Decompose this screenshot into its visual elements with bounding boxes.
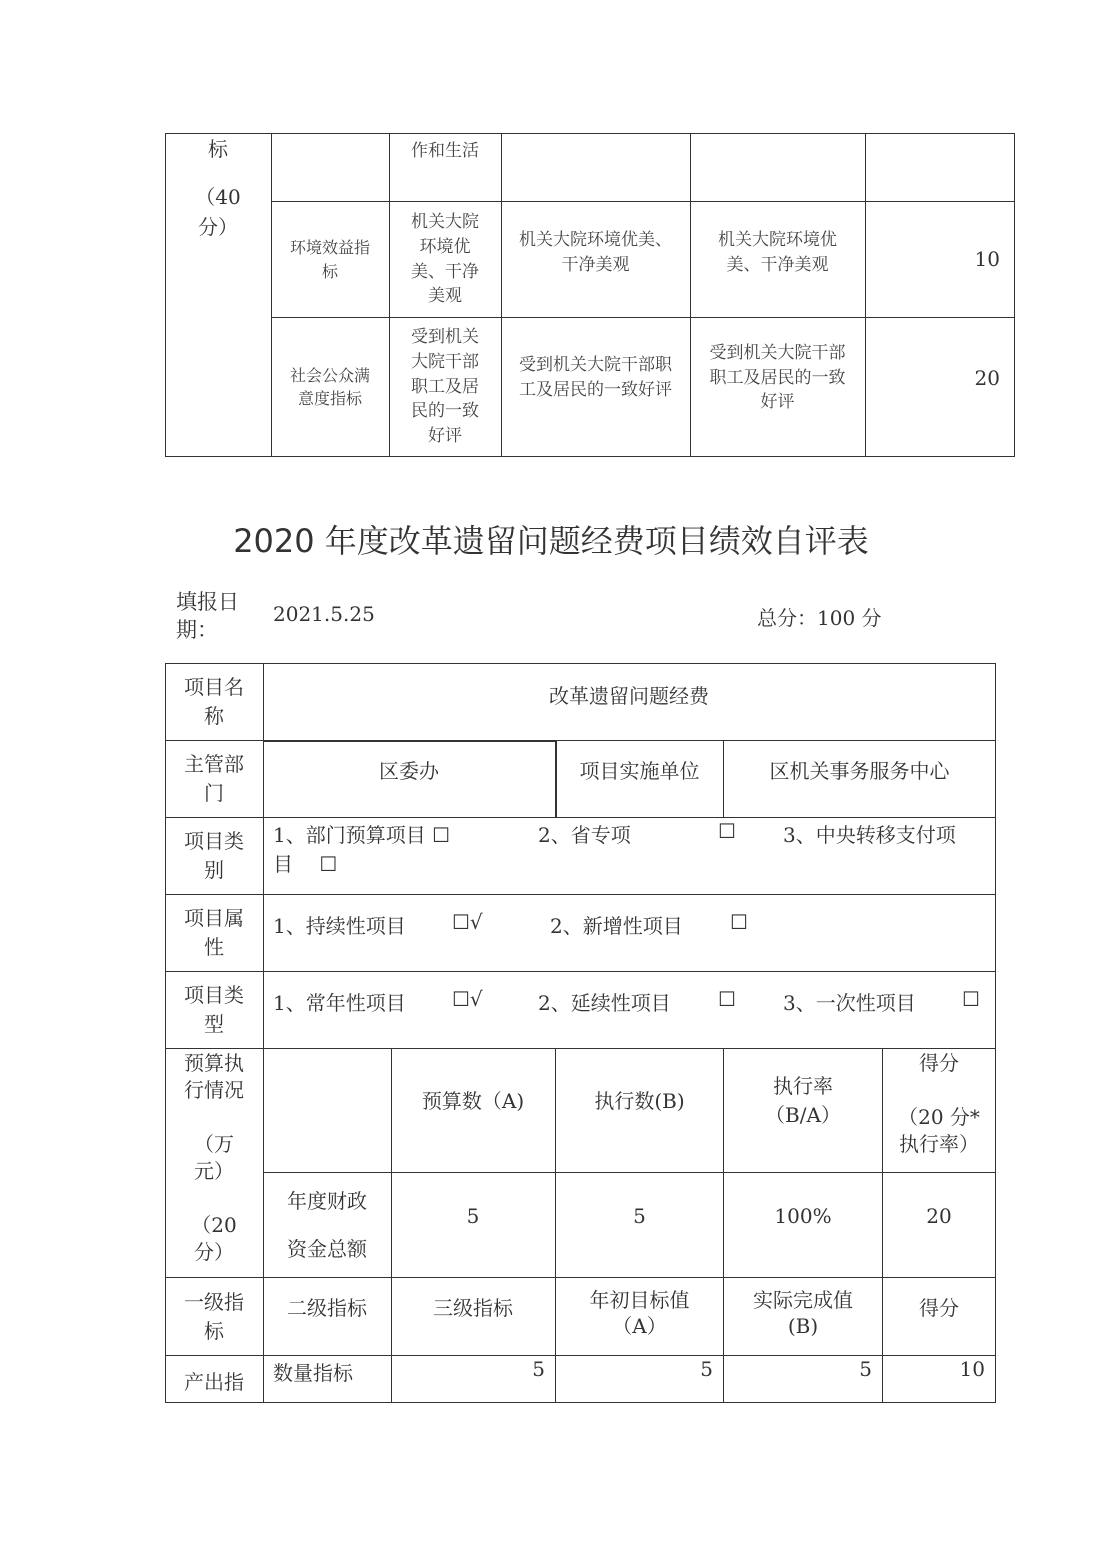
- budget-header-executed: 执行数(B): [594, 1088, 685, 1113]
- category-option-central-transfer-cont: 目 ☐: [273, 852, 338, 876]
- project-name-value: 改革遗留问题经费: [549, 684, 709, 708]
- indicator-header-actual: 实际完成值 (B): [753, 1288, 853, 1338]
- dept-label: 主管部 门: [184, 752, 244, 805]
- category-option-dept-budget: 1、部门预算项目 ☐: [273, 823, 451, 847]
- budget-header-score: 得分 （20 分* 执行率）: [898, 1051, 980, 1156]
- type-option-extended-checkbox: ☐: [718, 987, 736, 1011]
- indicator-header-third-level: 三级指标: [433, 1295, 513, 1320]
- indicator-header-first-level: 一级指 标: [184, 1289, 244, 1343]
- budget-row-label: 年度财政 资金总额: [287, 1189, 367, 1261]
- first-level-indicator-cont: [165, 134, 271, 242]
- budget-execution-label: 预算执 行情况 （万 元） （20 分）: [184, 1051, 244, 1264]
- output-value-actual: 5: [859, 1357, 872, 1381]
- first-level-indicator-line2: （40: [195, 185, 241, 209]
- indicator-header-target: 年初目标值 （A）: [589, 1288, 690, 1338]
- total-score: 总分：100 分: [757, 606, 882, 630]
- impl-unit-value: 区机关事务服务中心: [769, 758, 950, 783]
- secondary-indicator-env: 环境效益指 标: [289, 238, 370, 281]
- budget-value-rate: 100%: [774, 1203, 832, 1228]
- output-value-tertiary: 5: [532, 1357, 545, 1381]
- category-option-central-transfer: 3、中央转移支付项: [783, 823, 956, 847]
- type-option-annual-checkbox: ☐√: [452, 987, 483, 1011]
- impl-unit-label: 项目实施单位: [579, 758, 700, 783]
- dept-value: 区委办: [379, 758, 439, 783]
- indicator-header-second-level: 二级指标: [287, 1295, 367, 1320]
- category-option-provincial-checkbox: ☐: [718, 819, 736, 843]
- output-value-score: 10: [959, 1357, 985, 1381]
- fill-date-label: 填报日 期：: [176, 590, 239, 643]
- actual-value-env: 机关大院环境优 美、干净美观: [718, 230, 837, 275]
- attribute-option-new: 2、新增性项目: [550, 914, 683, 938]
- type-option-onetime-checkbox: ☐: [962, 987, 980, 1011]
- attribute-option-continuing: 1、持续性项目: [273, 914, 406, 938]
- budget-value-executed: 5: [633, 1203, 646, 1228]
- type-option-extended: 2、延续性项目: [538, 991, 671, 1015]
- fill-date-value: 2021.5.25: [273, 602, 375, 626]
- budget-header-rate: 执行率 （B/A）: [765, 1074, 841, 1127]
- output-secondary-quantity: 数量指标: [273, 1361, 353, 1385]
- first-level-indicator-line1: 标: [208, 137, 228, 161]
- page-title: 2020 年度改革遗留问题经费项目绩效自评表: [233, 522, 869, 560]
- project-name-label: 项目名 称: [184, 675, 244, 728]
- actual-value-satisfaction: 受到机关大院干部 职工及居民的一致 好评: [709, 343, 846, 413]
- tertiary-indicator-satisfaction: 受到机关 大院干部 职工及居 民的一致 好评: [411, 327, 479, 446]
- output-value-target: 5: [700, 1357, 713, 1381]
- budget-value-score: 20: [926, 1203, 952, 1228]
- secondary-indicator-satisfaction: 社会公众满 意度指标: [289, 365, 370, 408]
- category-option-provincial: 2、省专项: [538, 823, 631, 847]
- tertiary-indicator-env: 机关大院 环境优 美、干净 美观: [411, 212, 479, 307]
- attribute-option-new-checkbox: ☐: [730, 910, 748, 934]
- tertiary-indicator-cont: 作和生活: [411, 141, 479, 161]
- attribute-option-continuing-checkbox: ☐√: [452, 910, 483, 934]
- type-label: 项目类 型: [184, 983, 244, 1036]
- attribute-label: 项目属 性: [184, 906, 244, 959]
- score-env: 10: [974, 247, 1000, 271]
- target-value-env: 机关大院环境优美、 干净美观: [519, 230, 672, 275]
- type-option-annual: 1、常年性项目: [273, 991, 406, 1015]
- type-option-onetime: 3、一次性项目: [783, 991, 916, 1015]
- category-label: 项目类 别: [184, 829, 244, 882]
- budget-value-budget: 5: [466, 1203, 480, 1228]
- first-level-indicator-line3: 分）: [198, 215, 238, 239]
- indicator-header-score: 得分: [919, 1295, 959, 1320]
- budget-header-budget: 预算数（A): [421, 1088, 525, 1113]
- output-indicator-label: 产出指: [184, 1370, 244, 1394]
- target-value-satisfaction: 受到机关大院干部职 工及居民的一致好评: [519, 355, 672, 400]
- score-satisfaction: 20: [974, 365, 1000, 390]
